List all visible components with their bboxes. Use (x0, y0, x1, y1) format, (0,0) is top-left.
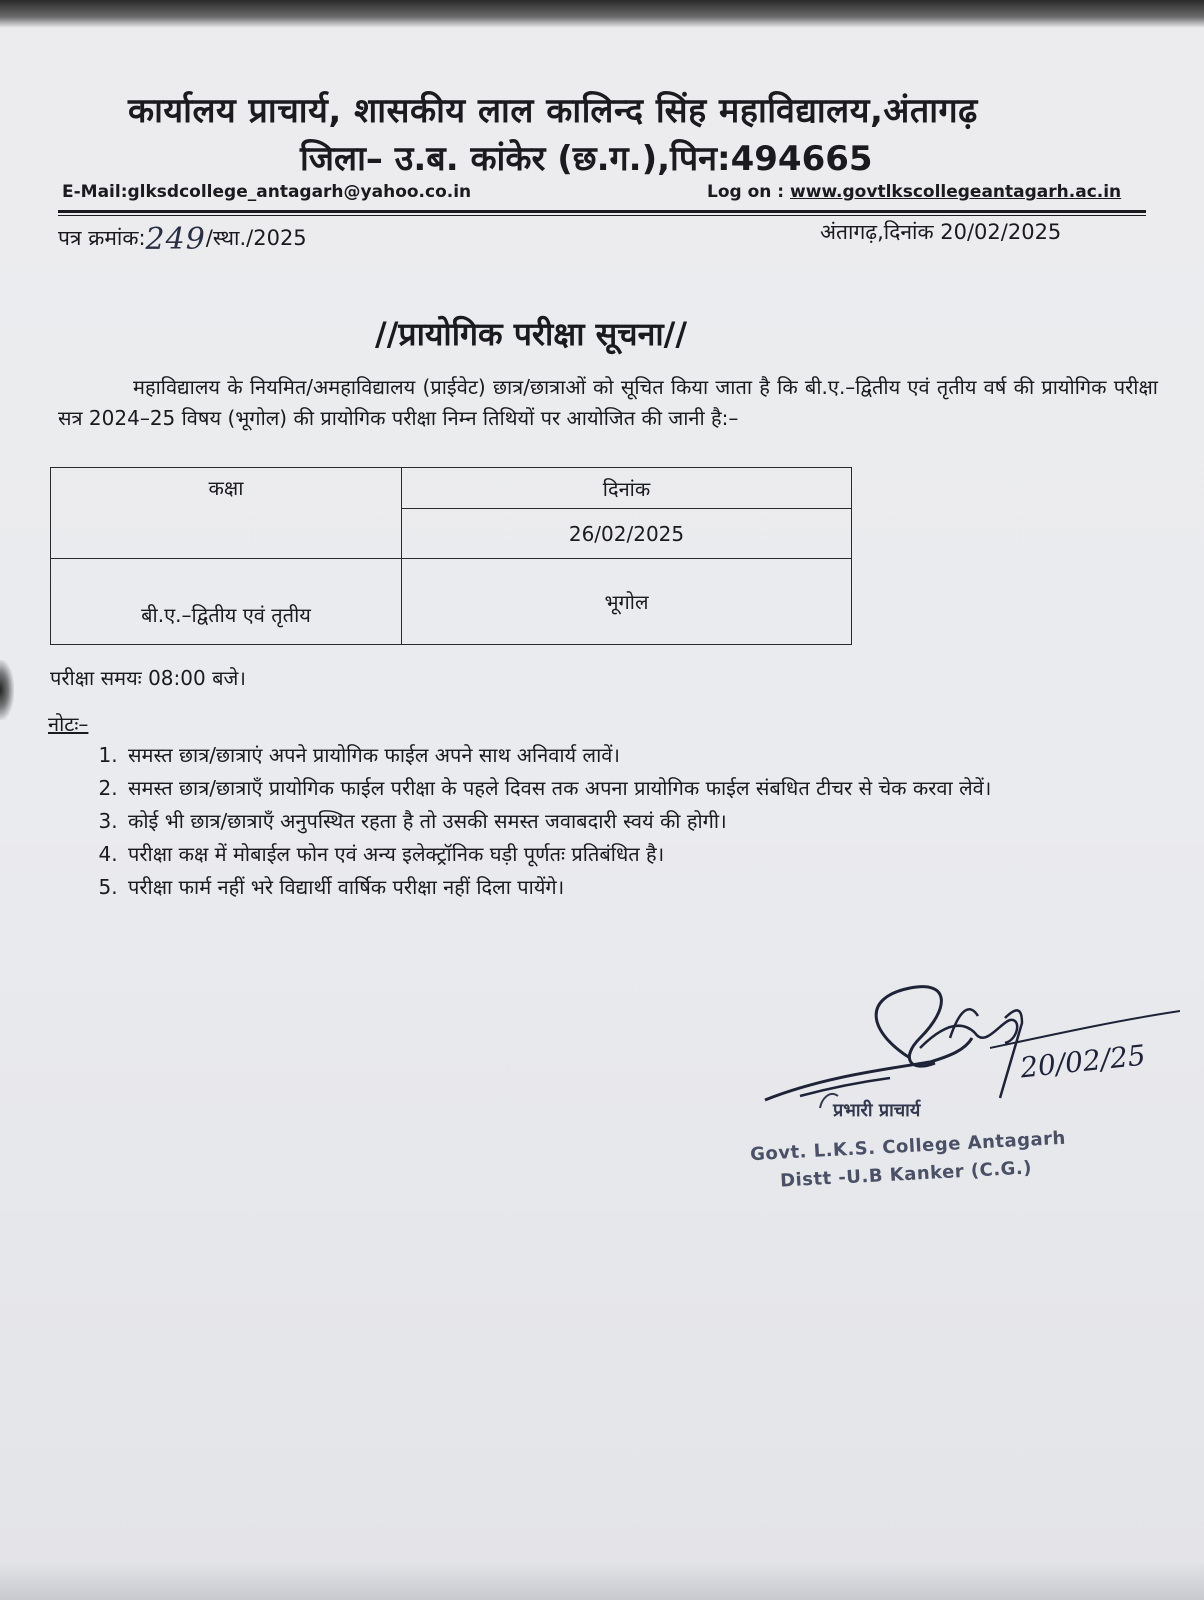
list-item: 1. समस्त छात्र/छात्राएं अपने प्रायोगिक फाईल अपने साथ अनिवार्य लावें। (124, 740, 1204, 771)
photo-edge-bottom (0, 1560, 1204, 1600)
table-cell-subject: भूगोल (402, 559, 852, 645)
letter-reference (58, 218, 307, 257)
list-item: 5. परीक्षा फार्म नहीं भरे विद्यार्थी वार्षिक परीक्षा नहीं दिला पायेंगे। (124, 872, 1204, 903)
letterhead-rule-thin (58, 215, 1146, 216)
reference-prefix: पत्र क्रमांक: (58, 226, 146, 250)
notes-heading: नोटः– (48, 712, 89, 736)
list-item: 3. कोई भी छात्र/छात्राएँ अनुपस्थित रहता है तो उसकी समस्त जवाबदारी स्वयं की होगी। (124, 806, 1204, 837)
notice-paragraph: महाविद्यालय के नियमित/अमहाविद्यालय (प्राईवेट) छात्र/छात्राओं को सूचित किया जाता है कि बी.ए.–द्वितीय एवं तृतीय वर्ष की प्रायोगिक परीक्षा सत्र 2024–25 विषय (भूगोल) की प्रायोगिक परीक्षा निम्न तिथियों पर आयोजित की जानी है:– (58, 375, 1158, 430)
signature-designation: प्रभारी प्राचार्य (833, 1100, 921, 1121)
stamp-college-name: Govt. L.K.S. College Antagarh (749, 1127, 1067, 1166)
website-label: Log on : (707, 182, 785, 202)
table-header-date: दिनांक (402, 468, 852, 509)
exam-schedule-table (50, 467, 852, 645)
notes-list (84, 740, 1204, 905)
letterhead-office-line: कार्यालय प्राचार्य, शासकीय लाल कालिन्द सिंह महाविद्यालय,अंतागढ़ (128, 91, 978, 131)
letterhead-address-line: जिला– उ.ब. कांकेर (छ.ग.),पिन:494665 (300, 139, 873, 179)
photo-edge-top (0, 0, 1204, 28)
notice-title: //प्रायोगिक परीक्षा सूचना// (375, 315, 688, 353)
letterhead-website (707, 182, 1121, 202)
list-item: 4. परीक्षा कक्ष में मोबाईल फोन एवं अन्य इलेक्ट्रॉनिक घड़ी पूर्णतः प्रतिबंधित है। (124, 839, 1204, 870)
photo-edge-left (0, 660, 14, 720)
exam-time: परीक्षा समयः 08:00 बजे। (50, 666, 246, 690)
table-cell-class: बी.ए.–द्वितीय एवं तृतीय (51, 559, 402, 645)
table-cell-date: 26/02/2025 (402, 509, 852, 559)
letterhead-email: E-Mail:glksdcollege_antagarh@yahoo.co.in (62, 182, 472, 202)
table-header-class: कक्षा (51, 468, 402, 559)
stamp-district: Distt -U.B Kanker (C.G.) (779, 1157, 1033, 1192)
reference-number-handwritten: 249 (145, 222, 206, 257)
letter-date: अंतागढ़,दिनांक 20/02/2025 (820, 220, 1062, 244)
reference-suffix: /स्था./2025 (205, 226, 307, 250)
website-url: www.govtlkscollegeantagarh.ac.in (790, 182, 1122, 202)
letterhead-rule-thick (58, 210, 1146, 213)
list-item: 2. समस्त छात्र/छात्राएँ प्रायोगिक फाईल परीक्षा के पहले दिवस तक अपना प्रायोगिक फाईल संबधित टीचर से चेक करवा लेवें। (124, 773, 1204, 804)
signature-handwritten-date: 20/02/25 (1018, 1038, 1148, 1085)
